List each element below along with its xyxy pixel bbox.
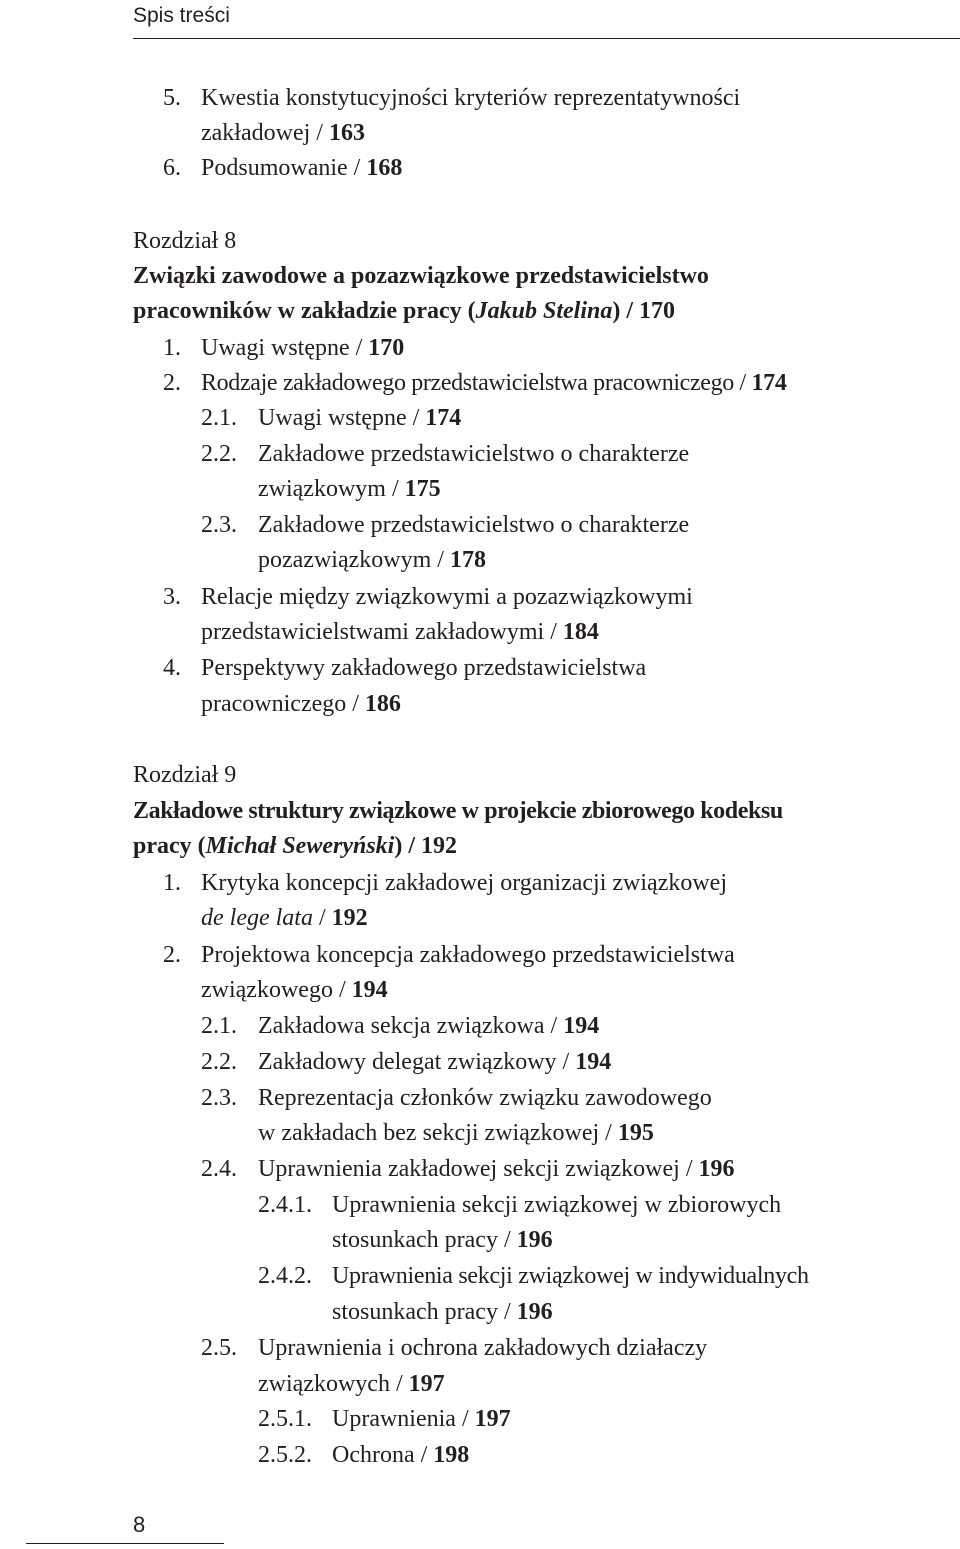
- toc-number: 2.2.: [201, 441, 237, 467]
- toc-page-number: 195: [617, 1120, 654, 1146]
- toc-page-number: 194: [563, 1013, 600, 1039]
- toc-number: 2.4.2.: [258, 1263, 312, 1289]
- toc-page-number: 184: [562, 619, 599, 645]
- toc-number: 2.5.2.: [258, 1442, 312, 1468]
- toc-entry-text[interactable]: [332, 1404, 511, 1434]
- toc-entry-text[interactable]: Kwestia konstytucyjności kryteriów reprezentatywności: [201, 85, 741, 111]
- toc-entry-label: Uprawnienia zakładowej sekcji związkowej /: [258, 1156, 699, 1182]
- chapter-title-page: ) / 192: [394, 833, 458, 859]
- toc-entry-text[interactable]: [258, 403, 461, 433]
- toc-page-number: 168: [366, 155, 403, 181]
- toc-entry-text[interactable]: [332, 1440, 469, 1470]
- toc-entry-cont-text: związkowego /: [201, 977, 352, 1003]
- chapter-label: Rozdział 8: [133, 228, 237, 254]
- toc-page-number: 186: [364, 691, 401, 717]
- toc-entry-label: Uwagi wstępne /: [258, 405, 426, 431]
- toc-entry-label: Rodzaje zakładowego przedstawicielstwa pracowniczego /: [201, 370, 752, 396]
- toc-entry-text[interactable]: [258, 1011, 599, 1041]
- toc-entry-continuation[interactable]: [332, 1297, 553, 1327]
- toc-entry-continuation[interactable]: [201, 617, 599, 647]
- toc-entry-label: Ochrona /: [332, 1442, 434, 1468]
- chapter-title-page: ) / 170: [612, 298, 676, 324]
- toc-entry-cont-text: pozazwiązkowym /: [258, 547, 450, 573]
- running-title: Spis treści: [133, 4, 230, 27]
- toc-entry-continuation[interactable]: [201, 903, 368, 933]
- toc-entry-continuation[interactable]: [201, 689, 401, 719]
- toc-number: 5.: [163, 85, 181, 111]
- toc-number: 2.4.: [201, 1156, 237, 1182]
- toc-page-number: 174: [751, 370, 787, 396]
- toc-entry-text[interactable]: Zakładowe przedstawicielstwo o charakterze: [258, 441, 690, 467]
- toc-entry-text[interactable]: Zakładowe przedstawicielstwo o charakterze: [258, 512, 690, 538]
- toc-entry-continuation[interactable]: [258, 1118, 654, 1148]
- toc-entry-cont-text: w zakładach bez sekcji związkowej /: [258, 1120, 618, 1146]
- toc-number: 2.2.: [201, 1049, 237, 1075]
- toc-page-number: 163: [328, 120, 365, 146]
- toc-entry-cont-text: związkowym /: [258, 476, 405, 502]
- toc-page-number: 175: [404, 476, 441, 502]
- toc-entry-label: Zakładowy delegat związkowy /: [258, 1049, 576, 1075]
- toc-entry-cont-text: /: [312, 905, 332, 931]
- toc-page-number: 198: [433, 1442, 470, 1468]
- toc-page-number: 178: [449, 547, 486, 573]
- toc-page-number: 197: [474, 1406, 511, 1432]
- toc-number: 2.5.1.: [258, 1406, 312, 1432]
- chapter-title-text: pracowników w zakładzie pracy (: [133, 298, 476, 324]
- chapter-title-continuation[interactable]: [133, 296, 675, 326]
- toc-entry-continuation[interactable]: [258, 474, 441, 504]
- toc-number: 2.: [163, 370, 181, 396]
- toc-number: 3.: [163, 584, 181, 610]
- toc-page-number: 196: [698, 1156, 735, 1182]
- toc-page-number: 194: [575, 1049, 612, 1075]
- toc-entry-continuation[interactable]: [258, 545, 486, 575]
- toc-page-number: 196: [516, 1227, 553, 1253]
- toc-entry-text[interactable]: Relacje między związkowymi a pozazwiązkowymi: [201, 584, 693, 610]
- toc-entry-text[interactable]: [201, 368, 786, 398]
- toc-entry-label: Uwagi wstępne /: [201, 335, 369, 361]
- toc-entry-label: Uprawnienia /: [332, 1406, 475, 1432]
- toc-entry-text[interactable]: Projektowa koncepcja zakładowego przedstawicielstwa: [201, 942, 735, 968]
- toc-page-number: 192: [331, 905, 368, 931]
- toc-entry-text[interactable]: Uprawnienia sekcji związkowej w zbiorowych: [332, 1192, 782, 1218]
- chapter-title-continuation[interactable]: [133, 831, 457, 861]
- chapter-author: Jakub Stelina: [475, 298, 613, 324]
- toc-number: 2.: [163, 942, 181, 968]
- toc-entry-text[interactable]: [201, 153, 402, 183]
- toc-entry-continuation[interactable]: [201, 975, 388, 1005]
- chapter-label: Rozdział 9: [133, 762, 237, 788]
- toc-entry-text[interactable]: [258, 1154, 734, 1184]
- toc-page-number: 174: [425, 405, 462, 431]
- toc-entry-cont-text: zakładowej /: [201, 120, 329, 146]
- toc-entry-cont-text: stosunkach pracy /: [332, 1227, 517, 1253]
- toc-number: 1.: [163, 335, 181, 361]
- toc-entry-cont-text: związkowych /: [258, 1371, 409, 1397]
- toc-number: 2.5.: [201, 1335, 237, 1361]
- toc-number: 2.4.1.: [258, 1192, 312, 1218]
- toc-entry-cont-text: stosunkach pracy /: [332, 1299, 517, 1325]
- toc-entry-text[interactable]: Uprawnienia i ochrona zakładowych działaczy: [258, 1335, 708, 1361]
- toc-entry-latin-phrase: de lege lata: [201, 905, 313, 931]
- toc-page-number: 170: [368, 335, 405, 361]
- toc-page-number: 196: [516, 1299, 553, 1325]
- toc-entry-text[interactable]: Uprawnienia sekcji związkowej w indywidualnych: [332, 1263, 809, 1289]
- toc-entry-continuation[interactable]: [332, 1225, 553, 1255]
- chapter-title[interactable]: Zakładowe struktury związkowe w projekcie zbiorowego kodeksu: [133, 798, 783, 824]
- toc-entry-cont-text: przedstawicielstwami zakładowymi /: [201, 619, 563, 645]
- chapter-title[interactable]: Związki zawodowe a pozazwiązkowe przedstawicielstwo: [133, 263, 709, 289]
- toc-entry-cont-text: pracowniczego /: [201, 691, 365, 717]
- toc-number: 2.3.: [201, 512, 237, 538]
- page-number: 8: [133, 1512, 146, 1537]
- toc-entry-text[interactable]: [201, 333, 404, 363]
- toc-number: 1.: [163, 870, 181, 896]
- toc-number: 2.1.: [201, 405, 237, 431]
- toc-page-number: 197: [408, 1371, 445, 1397]
- chapter-title-text: pracy (: [133, 833, 206, 859]
- footer-rule: [26, 1543, 224, 1544]
- toc-entry-continuation[interactable]: [201, 118, 365, 148]
- toc-entry-label: Zakładowa sekcja związkowa /: [258, 1013, 564, 1039]
- toc-entry-continuation[interactable]: [258, 1369, 445, 1399]
- toc-number: 2.3.: [201, 1085, 237, 1111]
- toc-number: 2.1.: [201, 1013, 237, 1039]
- toc-entry-label: Podsumowanie /: [201, 155, 367, 181]
- toc-entry-text[interactable]: [258, 1047, 611, 1077]
- toc-entry-text[interactable]: Perspektywy zakładowego przedstawicielstwa: [201, 655, 647, 681]
- toc-entry-text[interactable]: Reprezentacja członków związku zawodowego: [258, 1085, 712, 1111]
- toc-entry-text[interactable]: Krytyka koncepcji zakładowej organizacji związkowej: [201, 870, 727, 896]
- toc-page-number: 194: [351, 977, 388, 1003]
- chapter-author: Michał Seweryński: [205, 833, 395, 859]
- toc-number: 6.: [163, 155, 181, 181]
- toc-number: 4.: [163, 655, 181, 681]
